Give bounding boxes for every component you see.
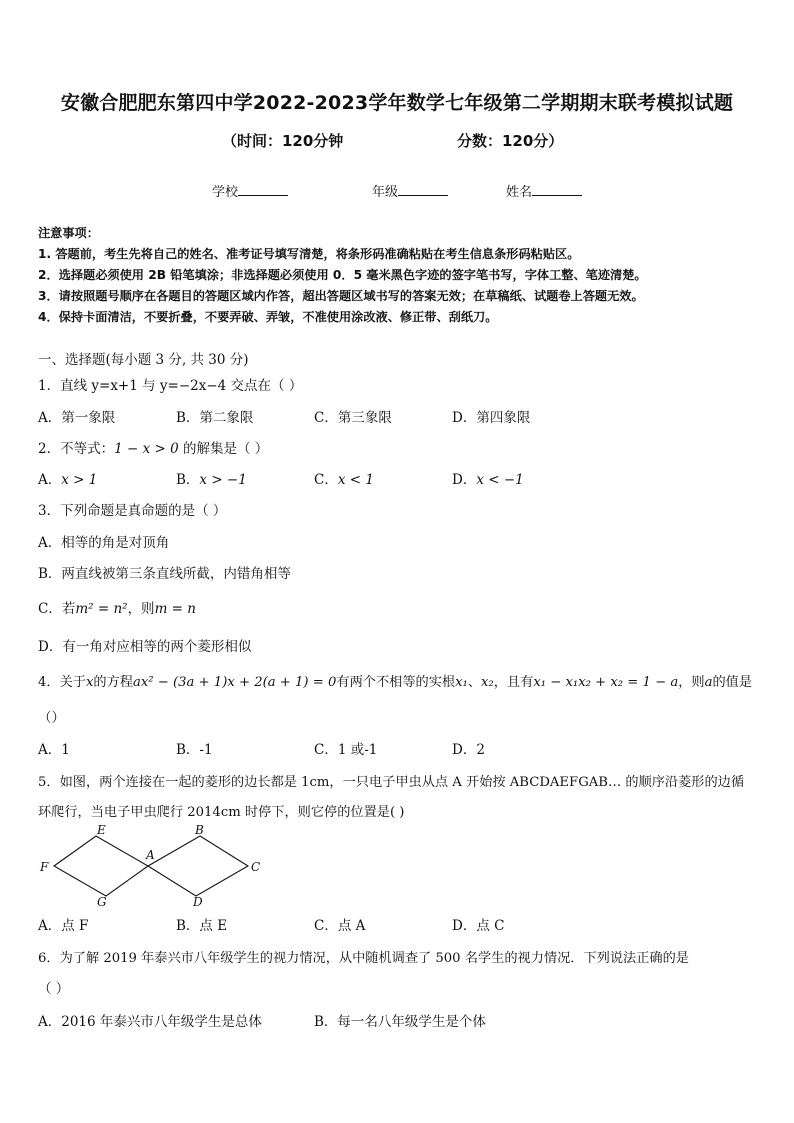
notice-item-4: 4．保持卡面清洁，不要折叠，不要弄破、弄皱，不准使用涂改液、修正带、刮纸刀。 — [38, 310, 498, 324]
q2-option-a-label: A． — [38, 472, 62, 488]
q3-c-math1: m² = n² — [75, 601, 128, 617]
q3-option-b[interactable]: B．两直线被第三条直线所截，内错角相等 — [38, 566, 291, 582]
exam-title: 安徽合肥肥东第四中学2022-2023学年数学七年级第二学期期末联考模拟试题 — [60, 92, 734, 114]
q4-x1: x₁ — [455, 675, 468, 690]
notice-item-3: 3．请按照题号顺序在各题目的答题区域内作答，超出答题区域书写的答案无效；在草稿纸、试题卷上答题无效。 — [38, 289, 644, 303]
question-2-stem — [38, 437, 268, 457]
point-label-f: F — [40, 860, 49, 874]
grade-field — [372, 181, 448, 200]
q6-option-a[interactable]: A．2016 年泰兴市八年级学生是总体 — [38, 1014, 262, 1030]
q1-option-b[interactable]: B．第二象限 — [176, 410, 254, 426]
question-6-line-2: （ ） — [38, 981, 70, 997]
q2-option-d[interactable] — [452, 468, 524, 488]
q2-stem-post: 的解集是（ ） — [178, 441, 269, 457]
exam-score: 分数：120分） — [457, 132, 564, 150]
question-5-line-2: 环爬行，当电子甲虫爬行 2014cm 时停下，则它停的位置是( ) — [38, 805, 405, 820]
q2-option-c-label: C． — [314, 472, 338, 488]
q2-option-b-label: B． — [176, 472, 200, 488]
q2-option-c[interactable] — [314, 468, 374, 488]
q4-mid1: 的方程 — [93, 675, 133, 690]
q4-option-a[interactable]: A．1 — [38, 742, 70, 758]
q2-option-b-math: x > −1 — [199, 472, 247, 488]
q3-c-math2: m = n — [154, 601, 196, 617]
q1-option-a[interactable]: A．第一象限 — [38, 410, 116, 426]
q4-mid3: ，且有 — [493, 675, 534, 690]
q4-condition: x₁ − x₁x₂ + x₂ = 1 − a — [533, 675, 679, 690]
notice-heading: 注意事项： — [38, 226, 99, 240]
q4-equation: ax² − (3a + 1)x + 2(a + 1) = 0 — [132, 675, 337, 690]
q2-option-a-math: x > 1 — [61, 472, 98, 488]
q2-inequality: 1 − x > 0 — [114, 441, 179, 457]
notice-item-1: 1. 答题前，考生先将自己的姓名、准考证号填写清楚，将条形码准确粘贴在考生信息条形码粘贴区。 — [38, 247, 580, 261]
q5-option-d[interactable]: D．点 C — [452, 918, 505, 934]
question-6-line-1: 6．为了解 2019 年泰兴市八年级学生的视力情况，从中随机调查了 500 名学生的视力情况．下列说法正确的是 — [38, 951, 689, 966]
q4-option-c[interactable]: C．1 或-1 — [314, 742, 378, 758]
name-blank[interactable] — [532, 183, 582, 196]
q4-post: 的值是 — [712, 675, 753, 690]
q4-mid2: 有两个不相等的实根 — [336, 675, 456, 690]
school-blank[interactable] — [238, 183, 288, 196]
q3-option-a[interactable]: A．相等的角是对顶角 — [38, 535, 170, 551]
point-label-g: G — [97, 895, 107, 909]
q4-var-a: a — [704, 675, 713, 690]
school-field — [212, 181, 288, 200]
q4-paren: （） — [38, 710, 65, 726]
left-rhombus — [54, 836, 148, 896]
q4-var-x: x — [85, 675, 94, 690]
q2-option-c-math: x < 1 — [337, 472, 374, 488]
q1-option-d[interactable]: D．第四象限 — [452, 410, 531, 426]
question-1-stem: 1．直线 y=x+1 与 y=−2x−4 交点在（ ） — [38, 378, 303, 394]
q4-x2: x₂ — [481, 675, 494, 690]
name-field — [506, 181, 582, 200]
point-label-d: D — [193, 895, 203, 909]
q4-sep: 、 — [467, 675, 482, 690]
question-5-line-1: 5．如图，两个连接在一起的菱形的边长都是 1cm，一只电子甲虫从点 A 开始按 ABCDAEFGAB… 的顺序沿菱形的边循 — [38, 775, 745, 790]
point-label-b: B — [195, 823, 204, 837]
q4-option-b[interactable]: B．-1 — [176, 742, 213, 758]
q3-c-pre: C．若 — [38, 601, 76, 617]
q4-mid4: ，则 — [678, 675, 705, 690]
q1-option-c[interactable]: C．第三象限 — [314, 410, 392, 426]
q2-option-b[interactable] — [176, 468, 247, 488]
q5-option-b[interactable]: B．点 E — [176, 918, 228, 934]
q6-option-b[interactable]: B．每一名八年级学生是个体 — [314, 1014, 486, 1030]
q4-pre: 4．关于 — [38, 675, 86, 690]
q3-option-c[interactable] — [38, 597, 196, 617]
point-label-c: C — [251, 860, 261, 874]
exam-time: （时间：120分钟 — [222, 132, 344, 150]
q2-stem-pre: 2．不等式： — [38, 441, 115, 457]
question-4-stem — [38, 671, 752, 690]
question-3-stem: 3．下列命题是真命题的是（ ） — [38, 503, 227, 519]
school-label: 学校 — [212, 185, 239, 200]
q5-option-a[interactable]: A．点 F — [38, 918, 89, 934]
q2-option-a[interactable] — [38, 468, 97, 488]
name-label: 姓名 — [506, 185, 533, 200]
q5-option-c[interactable]: C．点 A — [314, 918, 366, 934]
grade-label: 年级 — [372, 185, 399, 200]
q3-c-mid: ，则 — [127, 601, 155, 617]
notice-item-2: 2．选择题必须使用 2B 铅笔填涂；非选择题必须使用 0．5 毫米黑色字迹的签字笔书写，字体工整、笔迹清楚。 — [38, 268, 647, 282]
q4-option-d[interactable]: D．2 — [452, 742, 485, 758]
section-heading: 一、选择题(每小题 3 分, 共 30 分) — [38, 352, 249, 368]
rhombus-figure — [36, 822, 266, 910]
grade-blank[interactable] — [398, 183, 448, 196]
right-rhombus — [148, 836, 248, 896]
q2-option-d-math: x < −1 — [476, 472, 524, 488]
q2-option-d-label: D． — [452, 472, 477, 488]
point-label-a: A — [146, 848, 155, 862]
point-label-e: E — [97, 823, 106, 837]
q3-option-d[interactable]: D．有一角对应相等的两个菱形相似 — [38, 639, 252, 655]
